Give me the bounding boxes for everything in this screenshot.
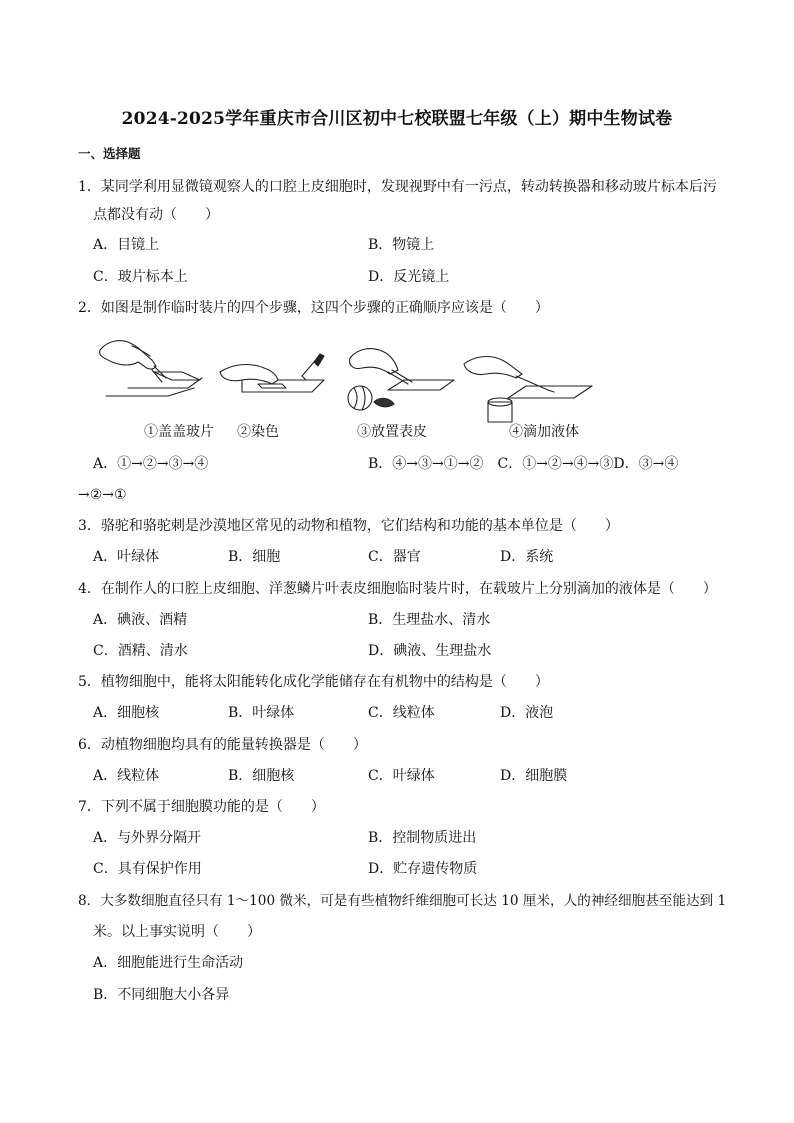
q7-option-d: D．贮存遗传物质 (368, 861, 478, 877)
question-3-text: 3．骆驼和骆驼刺是沙漠地区常见的动物和植物，它们结构和功能的基本单位是（ ） (78, 518, 619, 534)
q5-option-c: C．线粒体 (368, 705, 435, 721)
question-4-text: 4．在制作人的口腔上皮细胞、洋葱鳞片叶表皮细胞临时装片时，在载玻片上分别滴加的液体是（ ） (78, 581, 717, 597)
question-7-text: 7．下列不属于细胞膜功能的是（ ） (78, 799, 325, 815)
q2-option-d-wrap: →②→① (78, 487, 127, 503)
q6-option-b: B．细胞核 (228, 768, 295, 784)
question-1-text-cont: 点都没有动（ ） (93, 207, 219, 223)
hand-liquid-icon (464, 357, 592, 422)
q8-option-a: A．细胞能进行生命活动 (93, 955, 244, 971)
q8-option-b: B．不同细胞大小各异 (93, 987, 230, 1003)
figure-caption-4: ④滴加液体 (509, 424, 579, 440)
q5-option-a: A．细胞核 (93, 705, 160, 721)
q3-option-a: A．叶绿体 (93, 549, 160, 565)
q4-option-a: A．碘液、酒精 (93, 612, 188, 628)
q7-option-c: C．具有保护作用 (93, 861, 202, 877)
section-heading: 一、选择题 (78, 146, 141, 161)
q5-option-b: B．叶绿体 (228, 705, 295, 721)
q7-option-b: B．控制物质进出 (368, 830, 477, 846)
question-5-text: 5．植物细胞中，能将太阳能转化成化学能储存在有机物中的结构是（ ） (78, 674, 549, 690)
q1-option-c: C．玻片标本上 (93, 269, 188, 285)
q5-option-d: D．液泡 (500, 705, 554, 721)
hand-coverslip-icon (100, 341, 202, 396)
q6-option-a: A．线粒体 (93, 768, 160, 784)
question-2-text: 2．如图是制作临时装片的四个步骤，这四个步骤的正确顺序应该是（ ） (78, 300, 549, 316)
question-8-text: 8．大多数细胞直径只有 1～100 微米，可是有些植物纤维细胞可长达 10 厘米，人的神经细胞甚至能达到 1 (78, 893, 727, 909)
question-6-text: 6．动植物细胞均具有的能量转换器是（ ） (78, 737, 367, 753)
q6-option-d: D．细胞膜 (500, 768, 568, 784)
q7-option-a: A．与外界分隔开 (93, 830, 202, 846)
q1-option-a: A．目镜上 (93, 237, 160, 253)
figure-caption-2: ②染色 (237, 424, 279, 440)
q3-option-c: C．器官 (368, 549, 421, 565)
q4-option-c: C．酒精、清水 (93, 643, 188, 659)
q2-options-bcd: B．④→③→①→② C．①→②→④→③D．③→④ (368, 456, 679, 472)
q4-option-b: B．生理盐水、清水 (368, 612, 491, 628)
q4-option-d: D．碘液、生理盐水 (368, 643, 492, 659)
question-8-text-cont: 米。以上事实说明（ ） (93, 924, 261, 940)
q6-option-c: C．叶绿体 (368, 768, 435, 784)
figure-caption-1: ①盖盖玻片 (144, 424, 214, 440)
q2-option-a: A．①→②→③→④ (93, 456, 209, 472)
q3-option-d: D．系统 (500, 549, 554, 565)
figure-caption-3: ③放置表皮 (357, 424, 427, 440)
hand-dropper-icon (220, 354, 324, 392)
question-1-text: 1．某同学利用显微镜观察人的口腔上皮细胞时，发现视野中有一污点，转动转换器和移动玻片标本后污 (78, 179, 717, 195)
hand-tweezers-icon (348, 349, 454, 410)
page-title: 2024-2025学年重庆市合川区初中七校联盟七年级（上）期中生物试卷 (121, 109, 673, 129)
q3-option-b: B．细胞 (228, 549, 281, 565)
q1-option-d: D．反光镜上 (368, 269, 450, 285)
q1-option-b: B．物镜上 (368, 237, 435, 253)
